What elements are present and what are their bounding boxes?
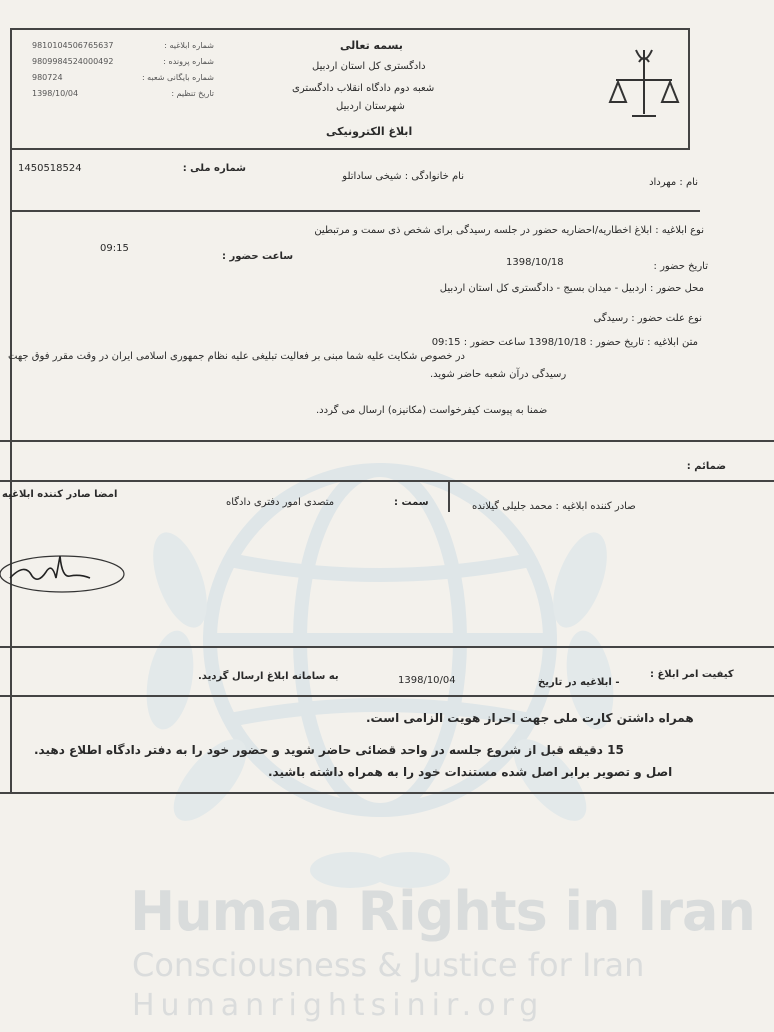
- org-line-1: دادگستری کل استان اردبیل: [312, 61, 426, 72]
- watermark-title: Human Rights in Iran: [130, 880, 755, 943]
- attendance-place: محل حضور : اردبیل - میدان بسیج - دادگستری کل استان اردبیل: [439, 283, 704, 294]
- attendance-time-label: ساعت حضور :: [222, 251, 294, 262]
- handwritten-signature: [0, 548, 130, 596]
- issuer-name: صادر کننده ابلاغیه : محمد جلیلی گیلانده: [472, 501, 636, 512]
- meta-value-archive-number: 980724: [32, 73, 63, 82]
- meta-label-case-number: شماره پرونده :: [163, 57, 214, 66]
- frame-top: [10, 28, 690, 30]
- meta-value-notice-number: 9810104506765637: [32, 41, 114, 50]
- org-line-2: شعبه دوم دادگاه انقلاب دادگستری: [292, 83, 435, 94]
- header-divider: [10, 148, 690, 150]
- bismillah: بسمه تعالی: [340, 39, 403, 52]
- watermark-subtitle: Consciousness & Justice for Iran: [132, 946, 645, 984]
- scales-of-justice-icon: [606, 40, 682, 124]
- attendance-date-value: 1398/10/18: [506, 257, 564, 268]
- attachments-label: ضمائم :: [686, 461, 726, 472]
- notice-type: نوع ابلاغیه : ابلاغ اخطاریه/احضاریه حضور در جلسه رسیدگی برای شخص ذی سمت و مرتبطین: [314, 225, 704, 236]
- issuer-divider: [0, 646, 774, 648]
- meta-label-archive-number: شماره بایگانی شعبه :: [141, 73, 214, 82]
- frame-left: [10, 28, 12, 793]
- attendance-reason: نوع علت حضور : رسیدگی: [593, 313, 702, 324]
- attendance-date-label: تاریخ حضور :: [653, 261, 708, 272]
- note-national-card: همراه داشتن کارت ملی جهت احراز هویت الزامی است.: [366, 711, 694, 725]
- meta-label-issue-date: تاریخ تنظیم :: [171, 89, 214, 98]
- delivery-text-2: به سامانه ابلاغ ارسال گردید.: [198, 671, 339, 682]
- national-id-label: شماره ملی :: [182, 163, 246, 174]
- notes-bottom: [0, 792, 774, 794]
- watermark-emblem-icon: [100, 360, 660, 920]
- delivery-divider: [0, 695, 774, 697]
- delivery-date: 1398/10/04: [398, 675, 456, 686]
- recipient-family-name: نام خانوادگی : شیخی ساداتلو: [342, 171, 464, 182]
- recipient-divider: [10, 210, 700, 212]
- details-divider: [0, 440, 774, 442]
- national-id-value: 1450518524: [18, 163, 82, 174]
- position-separator: [448, 482, 450, 512]
- attendance-time-value: 09:15: [100, 243, 129, 254]
- meta-value-issue-date: 1398/10/04: [32, 89, 79, 98]
- watermark-url: Humanrightsinir.org: [132, 988, 545, 1023]
- document-type: ابلاغ الکترونیکی: [326, 125, 413, 138]
- frame-right: [688, 28, 690, 148]
- org-line-3: شهرستان اردبیل: [336, 101, 405, 112]
- position-value: متصدی امور دفتری دادگاه: [226, 497, 335, 508]
- notice-text-line-1: متن ابلاغیه : تاریخ حضور : 1398/10/18 ساعت حضور : 09:15: [431, 337, 698, 348]
- meta-label-notice-number: شماره ابلاغیه :: [164, 41, 214, 50]
- note-arrive-early: 15 دقیقه قبل از شروع جلسه در واحد قضائی حاضر شوید و حضور خود را به دفتر دادگاه اطلاع دهید.: [34, 743, 624, 757]
- position-label: سمت :: [394, 497, 429, 508]
- attachment-note: ضمنا به پیوست کیفرخواست (مکانیزه) ارسال می گردد.: [316, 405, 548, 416]
- delivery-label: کیفیت امر ابلاغ :: [650, 669, 734, 680]
- note-bring-documents: اصل و تصویر برابر اصل شده مستندات خود را به همراه داشته باشید.: [268, 765, 673, 779]
- meta-value-case-number: 9809984524000492: [32, 57, 114, 66]
- delivery-text-1: - ابلاغیه در تاریخ: [538, 677, 620, 688]
- signature-label: امضا صادر کننده ابلاغیه: [2, 489, 118, 500]
- attachments-divider: [0, 480, 774, 482]
- recipient-name: نام : مهرداد: [649, 177, 698, 188]
- notice-text-line-2: در خصوص شکایت علیه شما مبنی بر فعالیت تبلیغی علیه نظام جمهوری اسلامی ایران در وقت مقرر فوق جهت: [8, 351, 465, 362]
- notice-text-line-3: رسیدگی درآن شعبه حاضر شوید.: [430, 369, 567, 380]
